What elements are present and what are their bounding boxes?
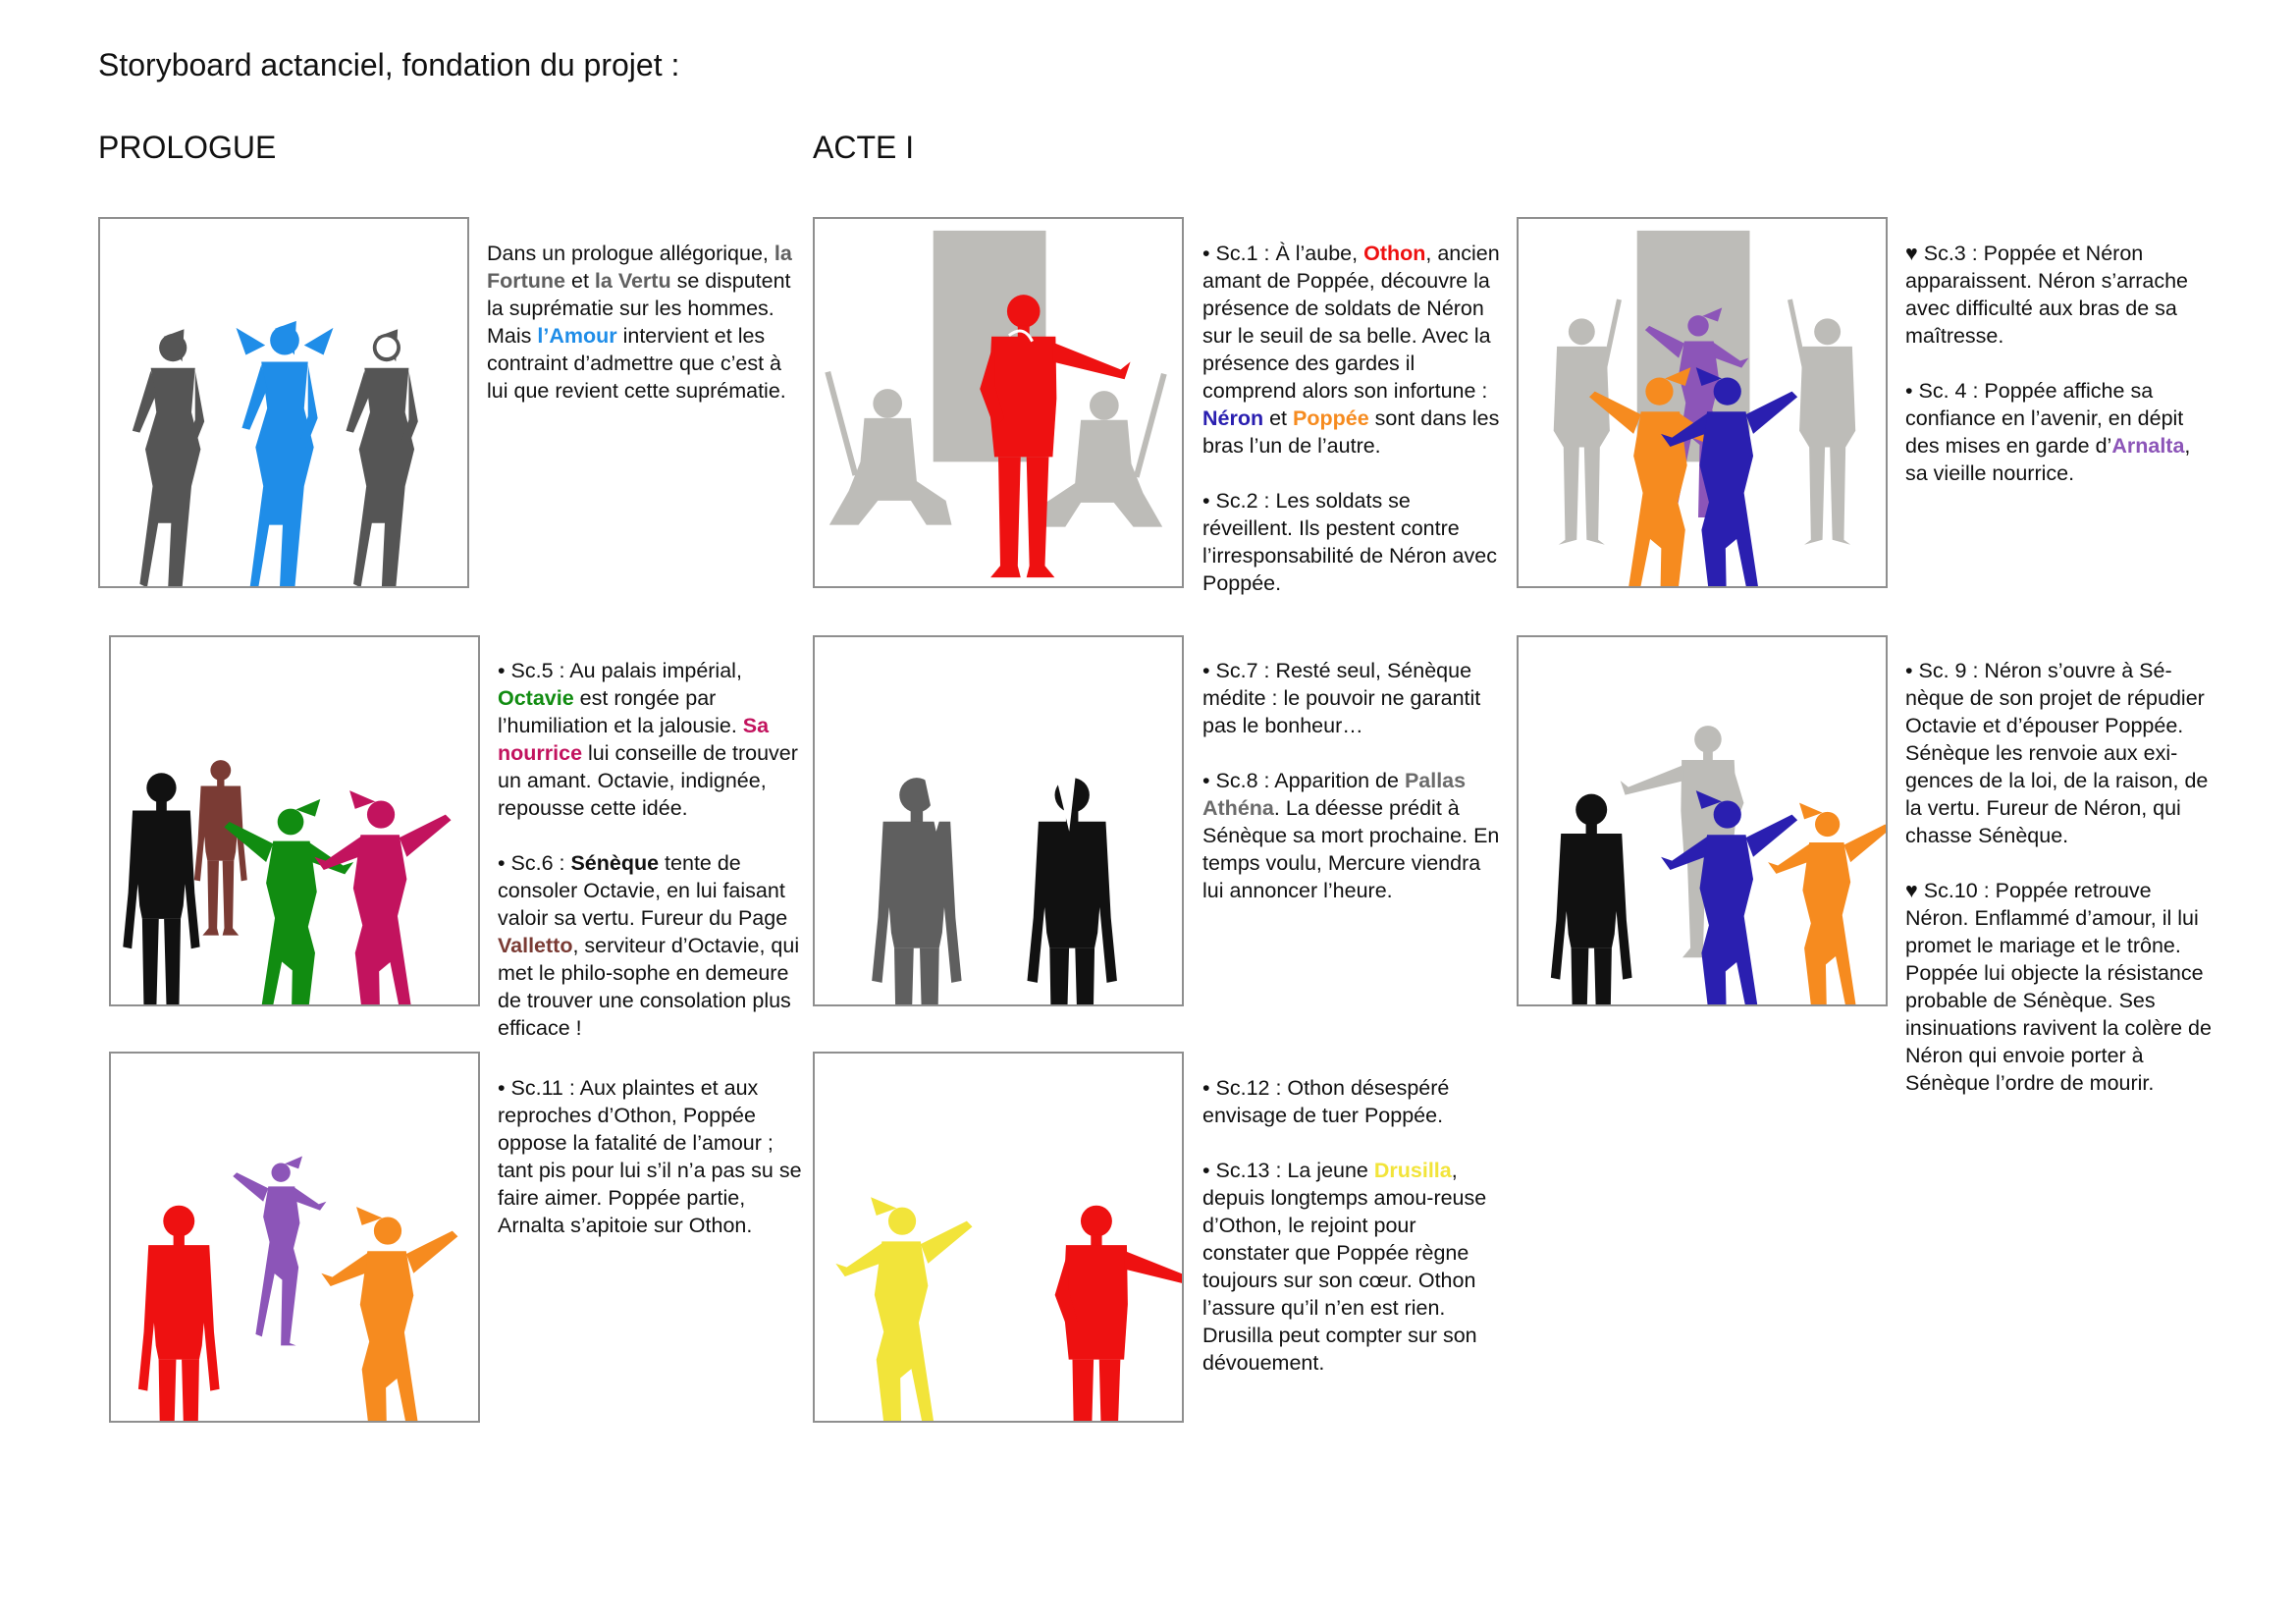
panel-image-prologue <box>98 217 469 588</box>
panel-image-sc5-6 <box>109 635 480 1006</box>
section-heading-prologue: PROLOGUE <box>98 130 277 165</box>
section-heading-acte-i: ACTE I <box>813 130 915 165</box>
panel-text-sc5-6: • Sc.5 : Au palais impérial, Octavie est rongée par l’humiliation et la jalousie. Sa nourrice lui conseille de trouver un amant. Octavie, indignée, repousse cette idée. • Sc.6 : Sénèque tente de consoler Octavie, en lui faisant valoir sa vertu. Fureur du Page Valletto, serviteur d’Octavie, qui met le philo-sophe en demeure de trouver une consolation plus efficace ! <box>498 659 806 1040</box>
panel-image-sc9-10 <box>1517 635 1888 1006</box>
panel-text-prologue: Dans un prologue allégorique, la Fortune et la Vertu se disputent la suprématie sur les hommes. Mais l’Amour intervient et les contraint d’admettre que c’est à lui que revient cette suprématie. <box>487 242 798 403</box>
panel-image-sc7-8 <box>813 635 1184 1006</box>
page-title: Storyboard actanciel, fondation du projet : <box>98 47 680 82</box>
panel-text-sc11: • Sc.11 : Aux plaintes et aux reproches d’Othon, Poppée oppose la fatalité de l’amour ; tant pis pour lui s’il n’a pas su se faire aimer. Poppée partie, Arnalta s’apitoie sur Othon. <box>498 1076 808 1237</box>
panel-text-sc1-2: • Sc.1 : À l’aube, Othon, ancien amant de Poppée, découvre la présence de soldats de Néron sur le seuil de sa belle. Avec la présence des gardes il comprend alors son infortune : Néron et Poppée sont dans les bras l’un de l’autre. • Sc.2 : Les soldats se réveillent. Ils pestent contre l’irresponsabilité de Néron avec Poppée. <box>1202 242 1506 595</box>
panel-image-sc11 <box>109 1052 480 1423</box>
panel-text-sc3-4: ♥ Sc.3 : Poppée et Néron apparaissent. Néron s’arrache avec difficulté aux bras de sa maîtresse. • Sc. 4 : Poppée affiche sa confiance en l’avenir, en dépit des mises en garde d’Arnalta, sa vieille nourrice. <box>1905 242 2197 485</box>
panel-text-sc9-10: • Sc. 9 : Néron s’ouvre à Sé-nèque de son projet de répudier Octavie et d’épouser Poppée. Sénèque les renvoie aux exi-gences de la loi, de la raison, de la vertu. Fureur de Néron, qui chasse Sénèque. ♥ Sc.10 : Poppée retrouve Néron. Enflammé d’amour, il lui promet le mariage et le trône. Poppée lui objecte la résistance probable de Sénèque. Ses insinuations ravivent la colère de Néron qui envoie porter à Sénèque l’ordre de mourir. <box>1905 659 2217 1095</box>
panel-image-sc3-4 <box>1517 217 1888 588</box>
panel-text-sc12-13: • Sc.12 : Othon désespéré envisage de tuer Poppée. • Sc.13 : La jeune Drusilla, depuis longtemps amou-reuse d’Othon, le rejoint pour constater que Poppée règne toujours sur son cœur. Othon l’assure qu’il n’en est rien. Drusilla peut compter sur son dévouement. <box>1202 1076 1493 1375</box>
panel-image-sc1-2 <box>813 217 1184 588</box>
panel-image-sc12-13 <box>813 1052 1184 1423</box>
panel-text-sc7-8: • Sc.7 : Resté seul, Sénèque médite : le pouvoir ne garantit pas le bonheur… • Sc.8 : Apparition de Pallas Athéna. La déesse prédit à Sénèque sa mort prochaine. En temps voulu, Mercure viendra lui annoncer l’heure. <box>1202 659 1506 902</box>
